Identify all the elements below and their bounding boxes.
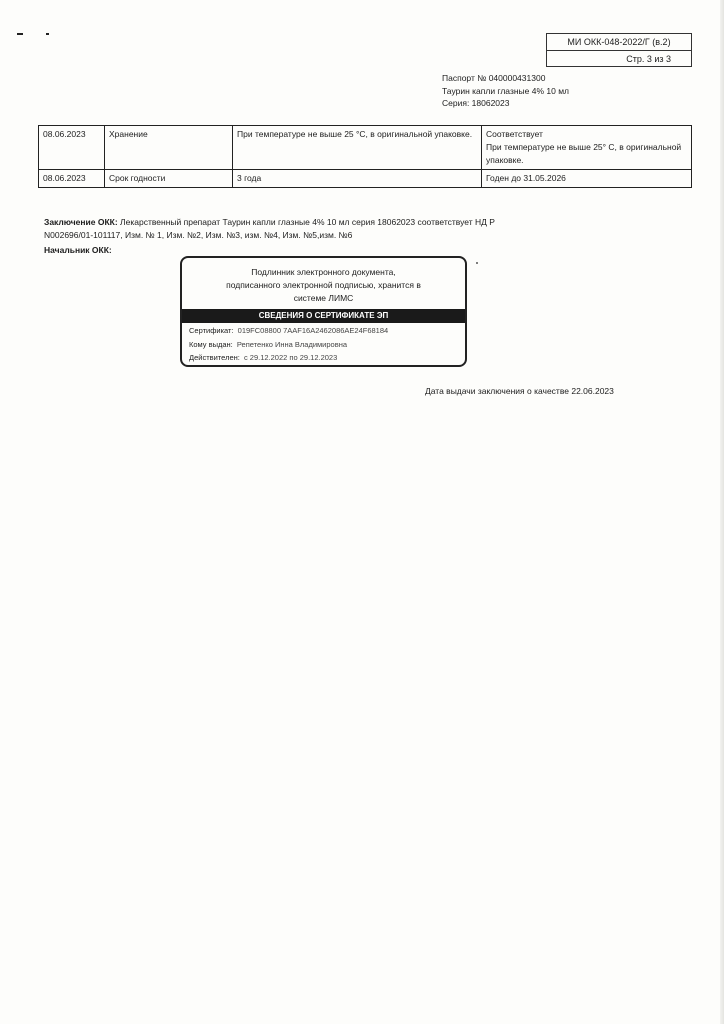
stamp-validity-row bbox=[189, 353, 337, 363]
row-result bbox=[482, 170, 692, 188]
row-date: 08.06.2023 bbox=[39, 170, 105, 188]
row-indicator: Срок годности bbox=[105, 170, 233, 188]
scan-dot bbox=[476, 262, 478, 264]
electronic-signature-stamp bbox=[180, 256, 467, 367]
scan-mark bbox=[17, 33, 23, 35]
batch-number: Серия: 18062023 bbox=[442, 98, 510, 108]
results-table bbox=[38, 125, 692, 188]
stamp-title bbox=[182, 258, 465, 305]
table-row bbox=[39, 126, 692, 170]
validity-value: с 29.12.2022 по 29.12.2023 bbox=[243, 353, 338, 362]
row-date: 08.06.2023 bbox=[39, 126, 105, 170]
passport-number: Паспорт № 040000431300 bbox=[442, 73, 546, 83]
page-number: Стр. 3 из 3 bbox=[626, 54, 671, 64]
head-of-qc-label: Начальник ОКК: bbox=[44, 245, 112, 255]
row-result-status: Годен до 31.05.2026 bbox=[486, 173, 566, 183]
page-edge bbox=[720, 0, 724, 1024]
document-code-box bbox=[546, 33, 692, 67]
stamp-title-line: подписанного электронной подписью, хранится в bbox=[226, 280, 421, 290]
stamp-title-line: Подлинник электронного документа, bbox=[251, 267, 396, 277]
row-requirement: 3 года bbox=[233, 170, 482, 188]
row-result-status: Соответствует bbox=[486, 129, 543, 139]
certificate-value: 019FC08800 7AAF16A2462086AE24F68184 bbox=[237, 326, 389, 335]
validity-label: Действителен: bbox=[189, 353, 240, 362]
certificate-label: Сертификат: bbox=[189, 326, 234, 335]
date-of-issue: Дата выдачи заключения о качестве 22.06.2023 bbox=[425, 386, 614, 396]
row-result-detail: При температуре не выше 25° С, в оригинальной упаковке. bbox=[486, 142, 682, 165]
conclusion-text: Лекарственный препарат Таурин капли глазные 4% 10 мл серия 18062023 соответствует НД Р N002696/01-101117, Изм. № 1, Изм. №2, Изм. №3, изм. №4, Изм. №5,изм. №6 bbox=[44, 217, 495, 240]
conclusion-label: Заключение ОКК: bbox=[44, 217, 118, 227]
stamp-certificate-header: СВЕДЕНИЯ О СЕРТИФИКАТЕ ЭП bbox=[182, 309, 465, 323]
document-number: МИ ОКК-048-2022/Г (в.2) bbox=[547, 34, 691, 51]
issued-to-value: Репетенко Инна Владимировна bbox=[236, 340, 348, 349]
conclusion-paragraph bbox=[44, 216, 514, 242]
scan-mark bbox=[46, 33, 49, 35]
table-row bbox=[39, 170, 692, 188]
stamp-issued-to-row bbox=[189, 340, 347, 350]
product-name: Таурин капли глазные 4% 10 мл bbox=[442, 85, 569, 96]
stamp-certificate-row bbox=[189, 326, 388, 336]
passport-block bbox=[442, 72, 569, 110]
stamp-title-line: системе ЛИМС bbox=[293, 293, 354, 303]
issued-to-label: Кому выдан: bbox=[189, 340, 233, 349]
row-result bbox=[482, 126, 692, 170]
row-requirement: При температуре не выше 25 °С, в оригинальной упаковке. bbox=[233, 126, 482, 170]
row-indicator: Хранение bbox=[105, 126, 233, 170]
